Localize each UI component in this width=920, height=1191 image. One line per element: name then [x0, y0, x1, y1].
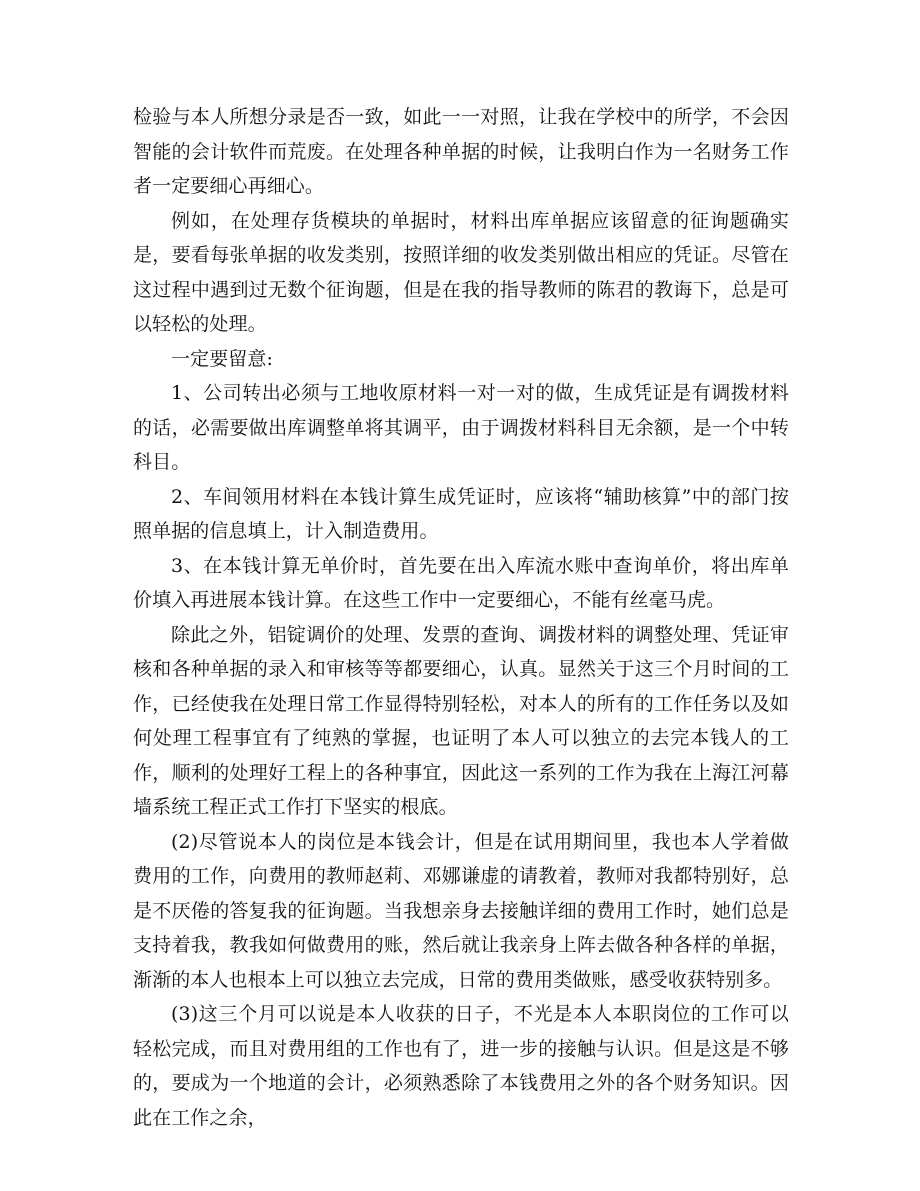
document-page	[133, 100, 789, 1135]
paragraph-continuation: 检验与本人所想分录是否一致，如此一一对照，让我在学校中的所学，不会因智能的会计软件而荒废。在处理各种单据的时候，让我明白作为一名财务工作者一定要细心再细心。	[133, 106, 789, 197]
paragraph-item-3: 3、在本钱计算无单价时，首先要在出入库流水账中查询单价，将出库单价填入再进展本钱计算。在这些工作中一定要细心，不能有丝毫马虎。	[133, 554, 789, 611]
paragraph-example: 例如，在处理存货模块的单据时，材料出库单据应该留意的征询题确实是，要看每张单据的收发类别，按照详细的收发类别做出相应的凭证。尽管在这过程中遇到过无数个征询题，但是在我的指导教师的陈君的教诲下，总是可以轻松的处理。	[133, 209, 789, 335]
paragraph-section-2: (2)尽管说本人的岗位是本钱会计，但是在试用期间里，我也本人学着做费用的工作，向费用的教师赵莉、邓娜谦虚的请教着，教师对我都特别好，总是不厌倦的答复我的征询题。当我想亲身去接触详细的费用工作时，她们总是支持着我，教我如何做费用的账，然后就让我亲身上阵去做各种各样的单据，渐渐的本人也根本上可以独立去完成，日常的费用类做账，感受收获特别多。	[133, 830, 789, 991]
paragraph-item-1: 1、公司转出必须与工地收原材料一对一对的做，生成凭证是有调拨材料的话，必需要做出库调整单将其调平，由于调拨材料科目无余额，是一个中转科目。	[133, 382, 789, 473]
paragraph-note-heading: 一定要留意:	[171, 347, 274, 370]
paragraph-summary: 除此之外，铝锭调价的处理、发票的查询、调拨材料的调整处理、凭证审核和各种单据的录入和审核等等都要细心，认真。显然关于这三个月时间的工作，已经使我在处理日常工作显得特别轻松，对本人的所有的工作任务以及如何处理工程事宜有了纯熟的掌握，也证明了本人可以独立的去完本钱人的工作，顺利的处理好工程上的各种事宜，因此这一系列的工作为我在上海江河幕墙系统工程正式工作打下坚实的根底。	[133, 623, 789, 818]
paragraph-item-2: 2、车间领用材料在本钱计算生成凭证时，应该将“辅助核算”中的部门按照单据的信息填上，计入制造费用。	[133, 485, 789, 542]
paragraph-section-3: (3)这三个月可以说是本人收获的日子，不光是本人本职岗位的工作可以轻松完成，而且对费用组的工作也有了，进一步的接触与认识。但是这是不够的，要成为一个地道的会计，必须熟悉除了本钱费用之外的各个财务知识。因此在工作之余，	[133, 1003, 789, 1129]
